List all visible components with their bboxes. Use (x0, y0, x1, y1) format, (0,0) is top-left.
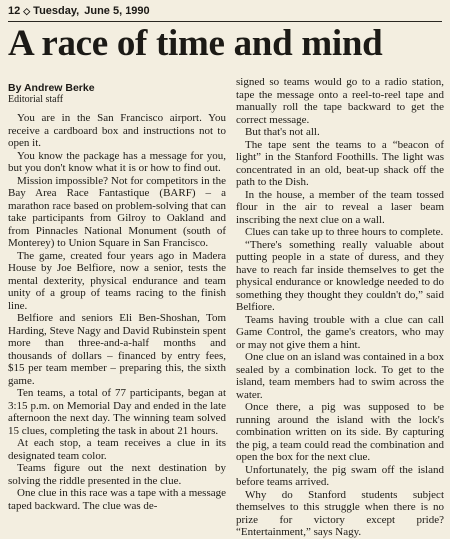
paragraph: But that's not all. (245, 126, 320, 138)
paragraph: Teams having trouble with a clue can call Game Control, the game's creators, who may or may not give them a hint. (236, 313, 444, 351)
masthead-date: June 5, 1990 (84, 5, 150, 17)
column-left (8, 82, 226, 512)
paragraph: Why do Stanford students subject themselves to this struggle when there is no prize for victory except pride? “Entertainment,” says Nagy. (236, 488, 444, 538)
paragraph: signed so teams would go to a radio station, tape the message onto a reel-to-reel tape and manually roll the tape backward to get the correct message. (236, 76, 444, 126)
paragraph: The game, created four years ago in Madera House by Joe Belfiore, now a senior, tests the mental dexterity, physical endurance and team unity of a group of teams racing to the finish line. (8, 249, 226, 312)
paragraph: Teams figure out the next destination by solving the riddle presented in the clue. (8, 462, 226, 487)
byline: By Andrew Berke (8, 82, 95, 94)
masthead (8, 0, 442, 19)
paragraph: Once there, a pig was supposed to be running around the island with the lock's combination written on its side. By capturing the pig, a team could read the combination and open the box for the next clue. (236, 401, 444, 463)
paragraph: Ten teams, a total of 77 participants, began at 3:15 p.m. on Memorial Day and ended in the late afternoon the next day. The winning team solved 15 clues, completing the task in about 21 hours. (8, 387, 226, 437)
byline-role: Editorial staff (8, 94, 64, 105)
page-number: 12 (8, 5, 21, 17)
paragraph: The tape sent the teams to a “beacon of light” in the Stanford Foothills. The light was concentrated in an old, beat-up shack off the path to the Dish. (236, 138, 444, 188)
paragraph: “There's something really valuable about putting people in a state of duress, and they have to reach far inside themselves to get the physical endurance or knowledge needed to do something they thought they couldn't do,” said Belfiore. (236, 238, 444, 313)
paragraph: In the house, a member of the team tossed flour in the air to reveal a laser beam inscribing the next clue on a wall. (236, 188, 444, 226)
column-right (236, 76, 444, 539)
paragraph: Mission impossible? Not for competitors in the Bay Area Race Fantastique (BARF) – a marathon race based on problem-solving that can take participants from Gilroy to Oakland and from Pinnacles National Monument (south of Monterey) to Union Square in San Francisco. (8, 174, 226, 249)
paragraph: One clue in this race was a tape with a message taped backward. The clue was de- (8, 487, 226, 512)
paragraph: Belfiore and seniors Eli Ben-Shoshan, Tom Harding, Steve Nagy and David Rubinstein spent more than three-and-a-half months and thousands of dollars – financed by entry fees, $15 per team member – preparing this, the sixth game. (8, 312, 226, 387)
paragraph: Unfortunately, the pig swam off the island before teams arrived. (236, 463, 444, 488)
paragraph: You are in the San Francisco airport. You receive a cardboard box and instructions not to open it. (8, 112, 226, 149)
masthead-day: Tuesday, (33, 5, 80, 17)
paragraph: You know the package has a message for you, but you don't know what it is or how to find out. (8, 149, 226, 174)
headline: A race of time and mind (8, 23, 383, 64)
article-body (8, 76, 444, 538)
paragraph: One clue on an island was contained in a box sealed by a combination lock. To get to the island, team members had to swim across the water. (236, 351, 444, 401)
diamond-icon: ◇ (23, 5, 31, 16)
paragraph: Clues can take up to three hours to complete. (245, 226, 444, 238)
masthead-rule (8, 21, 442, 22)
paragraph: At each stop, a team receives a clue in its designated team color. (8, 437, 226, 462)
